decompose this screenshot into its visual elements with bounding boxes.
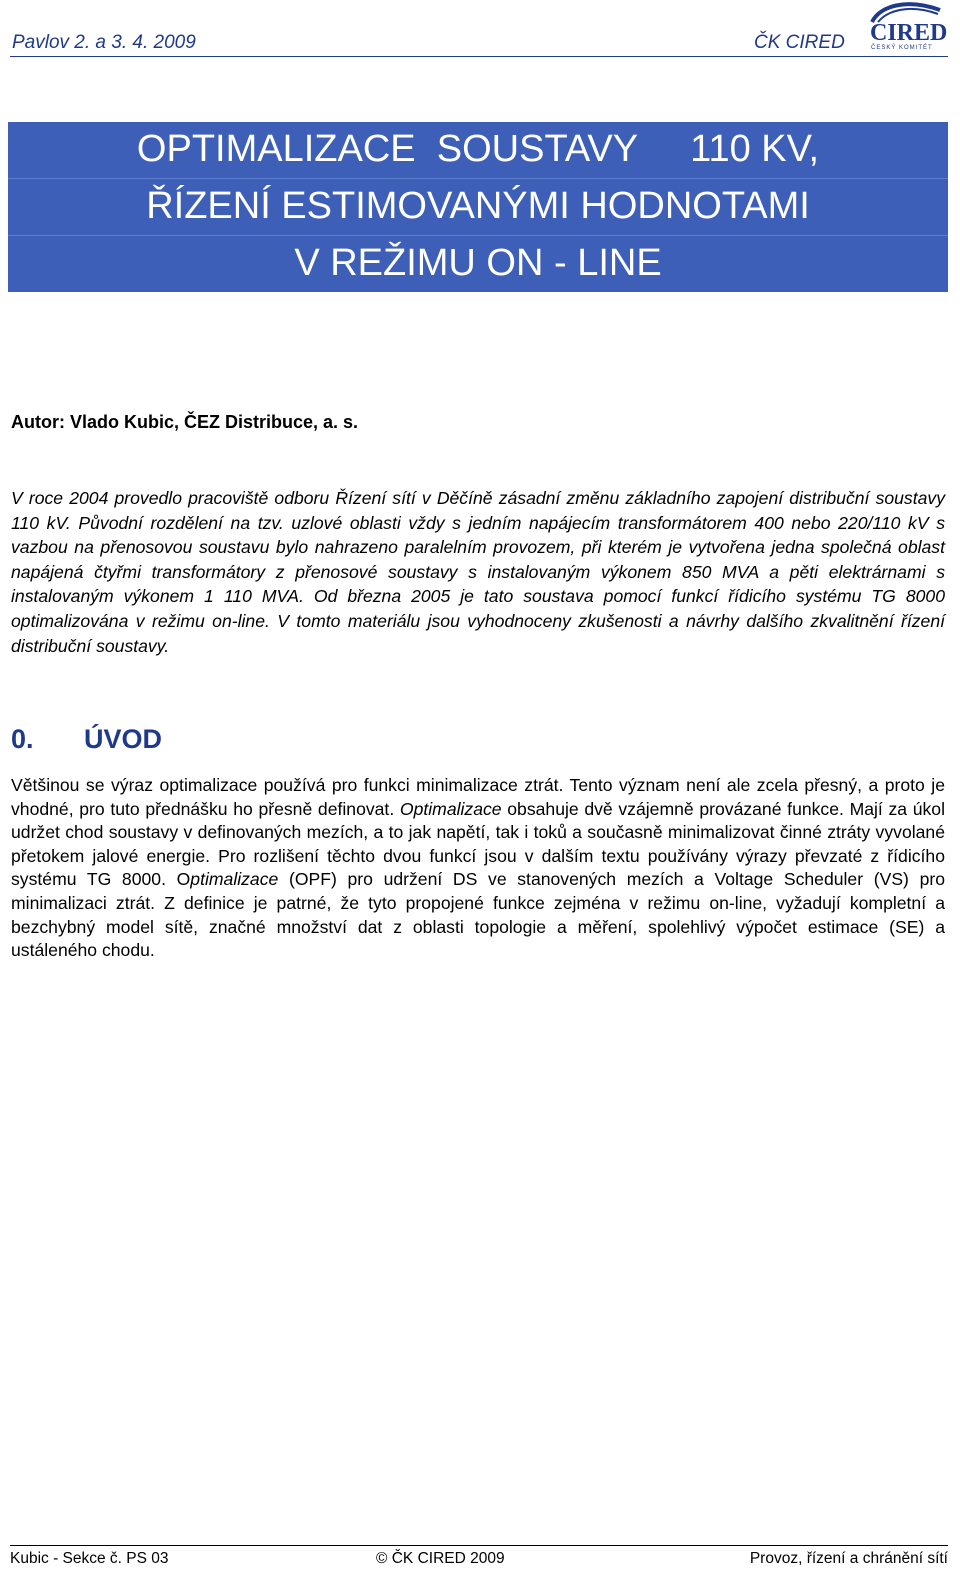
body-text-part: (OPF) pro udržení DS ve stanovených mezích a Voltage Scheduler (VS) pro minimalizaci ztrát. Z definice je patrné, že tyto propojené funkce zejména v režimu on-line, vyžadují kompletní a bezchybný model sítě, značné množství dat z oblasti topologie a měření, spolehlivý výpočet estimace (SE) a ustáleného chodu.: [11, 869, 945, 961]
section-title: ÚVOD: [84, 724, 163, 754]
title-line-1: OPTIMALIZACE SOUSTAVY 110 KV,: [136, 128, 820, 170]
logo-subtitle: ČESKÝ KOMITÉT: [871, 45, 933, 51]
page-header: [10, 26, 948, 57]
abstract-paragraph: V roce 2004 provedlo pracoviště odboru Řízení sítí v Děčíně zásadní změnu základního zapojení distribuční soustavy 110 kV. Původní rozdělení na tzv. uzlové oblasti vždy s jedním napájecím transformátorem 400 nebo 220/110 kV s vazbou na přenosovou soustavu bylo nahrazeno paralelním provozem, při kterém je vytvořena jedna společná oblast napájená čtyřmi transformátory z přenosové soustavy s instalovaným výkonem 850 MVA a pěti elektrárnami s instalovaným výkonem 1 110 MVA. Od března 2005 je tato soustava pomocí funkcí řídicího systému TG 8000 optimalizována v režimu on-line. V tomto materiálu jsou vyhodnoceny zkušenosti a návrhy dalšího zkvalitnění řízení distribuční soustavy.: [11, 488, 945, 656]
footer-left: Kubic - Sekce č. PS 03: [10, 1550, 169, 1567]
section-number: 0.: [11, 724, 34, 754]
title-line-2: ŘÍZENÍ ESTIMOVANÝMI HODNOTAMI: [146, 185, 810, 227]
body-text-part: obsahuje dvě vzájemně provázané funkce. Mají za úkol udržet chod soustavy v definovaných mezích, a to jak napětí, tak i toků a současně minimalizovat činné ztráty vyvolané přetokem jalové energie. Pro rozlišení těchto dvou funkcí jsou v dalším textu používány výrazy převzaté z řídicího systému TG 8000. O: [11, 798, 945, 890]
event-date: Pavlov 2. a 3. 4. 2009: [12, 32, 196, 53]
body-text-part: Většinou se výraz optimalizace používá pro funkci minimalizace ztrát. Tento význam není ale zcela přesný, a proto je vhodné, pro tuto přednášku ho přesně definovat.: [11, 775, 945, 819]
title-row: [8, 122, 948, 179]
body-italic-term: Optimalizace: [399, 798, 502, 819]
title-banner: [8, 122, 948, 292]
section-heading: [11, 724, 162, 755]
page-footer: [10, 1545, 948, 1576]
body-italic-term: ptimalizace: [190, 869, 279, 890]
title-row: [8, 236, 948, 292]
intro-paragraph: [11, 774, 945, 963]
footer-center: © ČK CIRED 2009: [376, 1550, 505, 1567]
footer-right: Provoz, řízení a chránění sítí: [749, 1550, 948, 1567]
logo-wordmark: CIRED: [870, 20, 948, 46]
author-line: Autor: Vlado Kubic, ČEZ Distribuce, a. s.: [11, 412, 359, 432]
title-row: [8, 179, 948, 236]
cired-logo: [866, 0, 946, 54]
organization-name: ČK CIRED: [754, 32, 845, 53]
title-line-3: V REŽIMU ON - LINE: [294, 242, 662, 284]
